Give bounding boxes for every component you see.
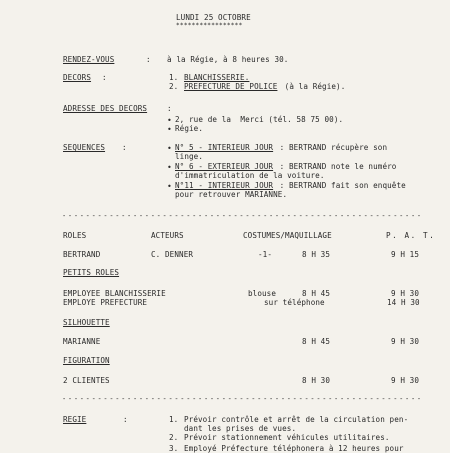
pat-time: 9 H 30 bbox=[391, 289, 420, 298]
decor-1-text: BLANCHISSERIE. bbox=[184, 73, 250, 82]
sequences-label: SEQUENCES bbox=[63, 143, 106, 152]
adresse-label: ADRESSE DES DECORS bbox=[63, 104, 148, 113]
role-marianne: MARIANNE bbox=[63, 337, 101, 346]
col-header-costumes: COSTUMES/MAQUILLAGE bbox=[243, 231, 332, 240]
makeup-time: 8 H 45 bbox=[302, 337, 331, 346]
role-clientes: 2 CLIENTES bbox=[63, 376, 110, 385]
decor-2-text: PREFECTURE DE POLICE bbox=[184, 82, 278, 91]
rendezvous-text: à la Régie, à 8 heures 30. bbox=[167, 55, 289, 64]
regie-item-2-text: Prévoir stationnement véhicules utilitaires. bbox=[184, 433, 390, 442]
regie-label: REGIE bbox=[63, 415, 87, 424]
regie-item-3-num: 3. bbox=[169, 444, 179, 453]
regie-item-1-cont: dant les prises de vues. bbox=[184, 424, 297, 433]
pat-time: 9 H 30 bbox=[391, 376, 420, 385]
sequence-2-rest: : BERTRAND note le numéro bbox=[275, 162, 397, 171]
role-employee-blanchisserie: EMPLOYEE BLANCHISSERIE bbox=[63, 289, 166, 298]
costume-number: -1- bbox=[258, 250, 273, 259]
sequence-2-head: N° 6 - EXTERIEUR JOUR bbox=[175, 162, 274, 171]
adresse-line-2: Régie. bbox=[175, 124, 204, 133]
sequence-3-rest: : BERTRAND fait son enquête bbox=[275, 181, 406, 190]
col-header-acteurs: ACTEURS bbox=[151, 231, 184, 240]
role-employe-prefecture: EMPLOYE PREFECTURE bbox=[63, 298, 148, 307]
pat-time: 14 H 30 bbox=[387, 298, 420, 307]
costume-telephone: sur téléphone bbox=[264, 298, 325, 307]
pat-time: 9 H 15 bbox=[391, 250, 420, 259]
sequence-2-cont: d'immatriculation de la voiture. bbox=[175, 171, 325, 180]
regie-item-3-text: Employé Préfecture téléphonera à 12 heures pour bbox=[184, 444, 404, 453]
bullet-icon: • bbox=[167, 116, 172, 125]
sequence-1-cont: linge. bbox=[175, 152, 204, 161]
role-bertrand: BERTRAND bbox=[63, 250, 101, 259]
rendezvous-colon: : bbox=[146, 55, 151, 64]
regie-colon: : bbox=[123, 415, 128, 424]
sequences-colon: : bbox=[122, 143, 127, 152]
regie-item-1-text: Prévoir contrôle et arrêt de la circulation pen- bbox=[184, 415, 409, 424]
regie-item-1-num: 1. bbox=[169, 415, 179, 424]
col-header-pat: P. A. T. bbox=[386, 231, 436, 240]
petits-roles-title: PETITS ROLES bbox=[63, 268, 120, 277]
sequence-1-rest: : BERTRAND récupère son bbox=[275, 143, 388, 152]
regie-item-2-num: 2. bbox=[169, 433, 179, 442]
date-title: LUNDI 25 OCTOBRE bbox=[176, 13, 251, 22]
decor-1-num: 1. bbox=[169, 73, 179, 82]
decor-2-suffix: (à la Régie). bbox=[280, 82, 346, 91]
bullet-icon: • bbox=[167, 144, 172, 153]
bullet-icon: • bbox=[167, 182, 172, 191]
sequence-1-head: N° 5 - INTERIEUR JOUR bbox=[175, 143, 274, 152]
silhouette-title: SILHOUETTE bbox=[63, 318, 110, 327]
pat-time: 9 H 30 bbox=[391, 337, 420, 346]
decors-colon: : bbox=[102, 73, 107, 82]
actor-name: C. DENNER bbox=[151, 250, 194, 259]
decors-label: DECORS bbox=[63, 73, 92, 82]
sequence-3-head: N°11 - INTERIEUR JOUR bbox=[175, 181, 274, 190]
adresse-line-1: 2, rue de la Merci (tél. 58 75 00). bbox=[175, 115, 344, 124]
decor-2-num: 2. bbox=[169, 82, 179, 91]
adresse-colon: : bbox=[167, 104, 172, 113]
makeup-time: 8 H 35 bbox=[302, 250, 331, 259]
makeup-time: 8 H 30 bbox=[302, 376, 331, 385]
separator-line: ------------------------------------------------------------- bbox=[62, 396, 423, 403]
bullet-icon: • bbox=[167, 125, 172, 134]
sequence-3-cont: pour retrouver MARIANNE. bbox=[175, 190, 288, 199]
title-underline: ***************** bbox=[176, 22, 243, 29]
costume-blouse: blouse bbox=[248, 289, 277, 298]
col-header-roles: ROLES bbox=[63, 231, 87, 240]
bullet-icon: • bbox=[167, 163, 172, 172]
separator-line: ------------------------------------------------------------- bbox=[62, 213, 423, 220]
figuration-title: FIGURATION bbox=[63, 356, 110, 365]
rendezvous-label: RENDEZ-VOUS bbox=[63, 55, 115, 64]
makeup-time: 8 H 45 bbox=[302, 289, 331, 298]
